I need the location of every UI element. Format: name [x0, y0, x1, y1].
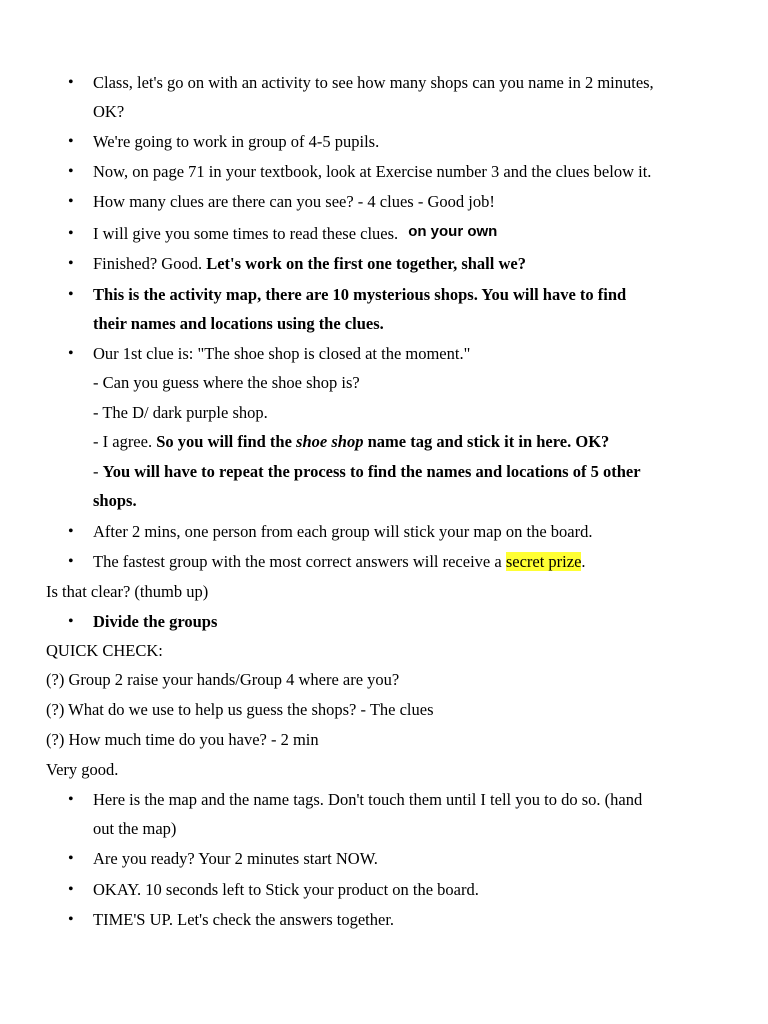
text-wrap — [93, 253, 526, 275]
text: Finished? Good. — [93, 254, 207, 273]
text-wrap — [93, 551, 586, 573]
text-wrap — [93, 461, 641, 483]
bold-text: their names and locations using the clues. — [93, 314, 384, 333]
bold-text: This is the activity map, there are 10 mysterious shops. You will have to find — [93, 285, 627, 304]
text: OK? — [93, 102, 125, 121]
highlighted-text: secret prize — [505, 552, 582, 571]
text: Our 1st clue is: "The shoe shop is closed at the moment." — [93, 344, 471, 363]
text: TIME'S UP. Let's check the answers together. — [93, 910, 395, 929]
text: Here is the map and the name tags. Don't touch them until I tell you to do so. (hand — [93, 790, 643, 809]
text: . — [581, 552, 586, 571]
bold-text: name tag and stick it in here. OK? — [363, 432, 610, 451]
text: Class, let's go on with an activity to see how many shops can you name in 2 minutes, — [93, 73, 654, 92]
text: Is that clear? (thumb up) — [46, 582, 209, 601]
text: After 2 mins, one person from each group will stick your map on the board. — [93, 522, 593, 541]
text: Now, on page 71 in your textbook, look at Exercise number 3 and the clues below it. — [93, 162, 652, 181]
bold-text: Let's work on the first one together, shall we? — [206, 254, 526, 273]
text: QUICK CHECK: — [46, 641, 163, 660]
text: Are you ready? Your 2 minutes start NOW. — [93, 849, 378, 868]
handwritten-annotation: on your own — [408, 223, 498, 240]
text: I will give you some times to read these clues. — [93, 224, 399, 243]
bold-text: So you will find the — [156, 432, 297, 451]
text: We're going to work in group of 4-5 pupils. — [93, 132, 380, 151]
text: - The D/ dark purple shop. — [93, 403, 268, 422]
bold-text: shops. — [93, 491, 137, 510]
text: (?) How much time do you have? - 2 min — [46, 730, 319, 749]
text: Very good. — [46, 760, 119, 779]
text: How many clues are there can you see? - 4 clues - Good job! — [93, 192, 495, 211]
text: (?) Group 2 raise your hands/Group 4 where are you? — [46, 670, 400, 689]
text: - I agree. — [93, 432, 157, 451]
bold-text: Divide the groups — [93, 612, 218, 631]
bold-italic-text: shoe shop — [296, 432, 364, 451]
text-wrap — [93, 431, 609, 453]
text-wrap — [93, 223, 497, 246]
bold-text: You will have to repeat the process to find the names and locations of 5 other — [102, 462, 641, 481]
text: out the map) — [93, 819, 177, 838]
text: OKAY. 10 seconds left to Stick your product on the board. — [93, 880, 479, 899]
text: - Can you guess where the shoe shop is? — [93, 373, 360, 392]
text: (?) What do we use to help us guess the shops? - The clues — [46, 700, 434, 719]
text: The fastest group with the most correct answers will receive a — [93, 552, 506, 571]
text: - — [93, 462, 103, 481]
